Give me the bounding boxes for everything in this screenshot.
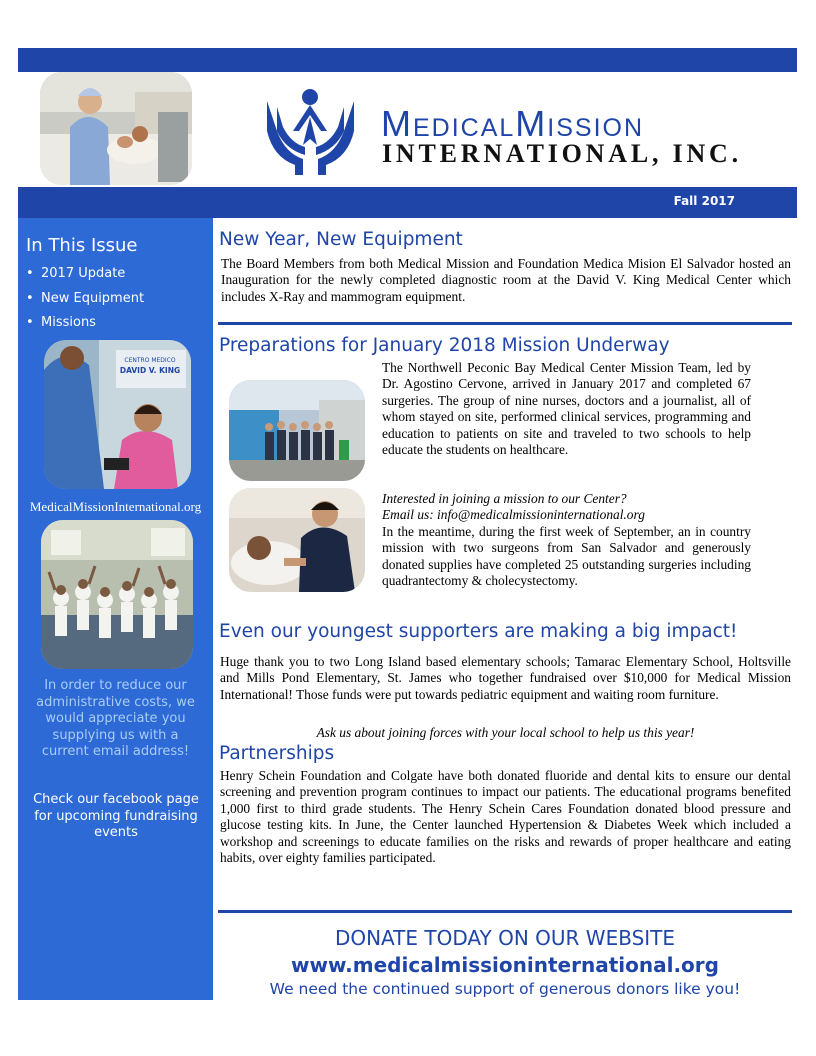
svg-text:DAVID V. KING: DAVID V. KING [119, 366, 181, 375]
contents-item: • 2017 Update [26, 266, 144, 291]
season-bar [18, 187, 797, 218]
heading-partnerships: Partnerships [219, 743, 335, 764]
logo-subtitle: INTERNATIONAL, INC. [382, 139, 742, 168]
section-divider [218, 910, 792, 913]
sidebar-photo-patient [44, 340, 191, 489]
sidebar-title: In This Issue [26, 235, 138, 256]
preparations-body: The Northwell Peconic Bay Medical Center Mission Team, led by Dr. Agostino Cervone, arrived in January 2017 and completed 67 surgeries. The group of nine nurses, doctors and a journalist, all of whom stayed on site, performed clinical services, programming and education to patients on site and traveled to two schools to help educate the students on healthcare. [382, 360, 751, 458]
section-divider [218, 322, 792, 325]
donate-appeal: We need the continued support of generous donors like you! [269, 980, 741, 998]
mission-interest-line: Interested in joining a mission to our Center? [382, 491, 627, 506]
logo-wordmark: MedicalMission [381, 103, 645, 144]
header-photo-surgeon [40, 72, 192, 185]
sidebar-website: MedicalMissionInternational.org [29, 499, 202, 514]
facebook-note: Check our facebook page for upcoming fundraising events [33, 792, 199, 840]
donate-heading: DONATE TODAY ON OUR WEBSITE [334, 926, 676, 950]
donate-website-link[interactable]: www.medicalmissioninternational.org [291, 953, 719, 977]
photo-mission-team [229, 380, 365, 481]
contents-item: • New Equipment [26, 291, 144, 316]
partnerships-body: Henry Schein Foundation and Colgate have both donated fluoride and dental kits to ensure our dental screening and prevention program continues to impact our patients. The educational programs benefited 1,000 first to third grade students. The Henry Schein Cares Foundation donated blood pressure and glucose testing kits. In June, the Center launched Hypertension & Diabetes Week which included a workshop and screenings to educate families on the risks and rewards of proper healthcare and eating habits, over eighty families participated. [220, 768, 791, 866]
email-request-note: In order to reduce our administrative costs, we would appreciate you supplying us with a current email address! [36, 678, 195, 759]
issue-contents-list [26, 266, 144, 340]
sidebar [18, 218, 213, 1000]
photo-nurse-patient [229, 488, 365, 592]
in-country-mission-body: In the meantime, during the first week of September, an in country mission with two surgeons from San Salvador and generously donated supplies have completed 25 outstanding surgeries including quadrantectomy & cholecystectomy. [382, 524, 751, 589]
logo-hands-icon [263, 87, 358, 177]
mission-email-line: Email us: info@medicalmissioninternational.org [382, 507, 645, 522]
issue-season: Fall 2017 [673, 194, 735, 208]
header-top-bar [18, 48, 797, 72]
equipment-body: The Board Members from both Medical Mission and Foundation Medica Mision El Salvador hosted an Inauguration for the newly completed diagnostic room at the David V. King Medical Center which includes X-Ray and mammogram equipment. [221, 256, 791, 304]
sidebar-photo-students [41, 520, 193, 669]
supporters-cta: Ask us about joining forces with your local school to help us this year! [316, 725, 695, 740]
heading-preparations: Preparations for January 2018 Mission Underway [219, 335, 670, 356]
svg-text:CENTRO MEDICO: CENTRO MEDICO [124, 357, 176, 364]
heading-new-equipment: New Year, New Equipment [219, 229, 463, 250]
contents-item: • Missions [26, 315, 144, 340]
supporters-body: Huge thank you to two Long Island based elementary schools; Tamarac Elementary School, Holtsville and Mills Pond Elementary, St. James who together fundraised over $10,000 for Medical Mission International! Those funds were put towards pediatric equipment and waiting room furniture. [220, 654, 791, 702]
heading-youngest-supporters: Even our youngest supporters are making a big impact! [219, 621, 738, 642]
